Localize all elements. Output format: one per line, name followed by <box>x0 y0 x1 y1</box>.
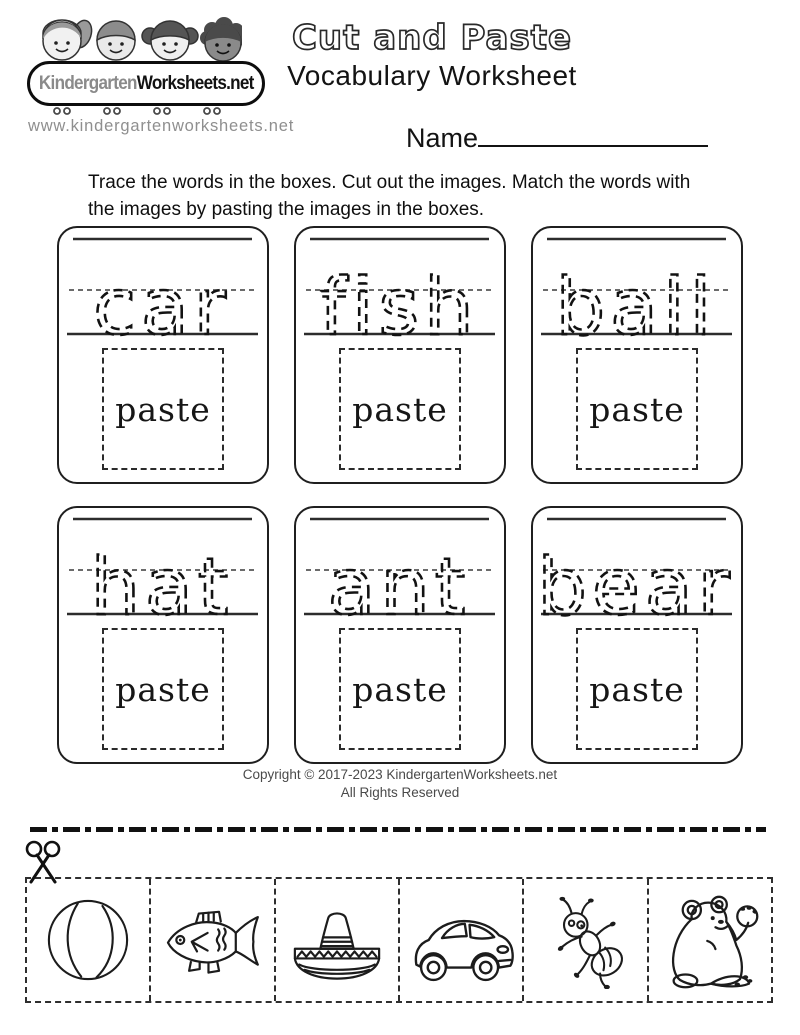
trace-area <box>533 228 740 342</box>
car-image <box>404 894 518 986</box>
logo-brand-text <box>39 73 254 95</box>
paste-label: paste <box>115 669 211 709</box>
fish-image <box>159 903 265 977</box>
cutout-cell-car <box>400 879 524 1001</box>
cutout-cell-hat <box>276 879 400 1001</box>
rights-line: All Rights Reserved <box>340 785 460 801</box>
cutout-cell-fish <box>151 879 275 1001</box>
name-row <box>406 120 708 154</box>
sombrero-hat-image <box>284 897 390 983</box>
paste-box <box>102 348 224 470</box>
instructions-text: Trace the words in the boxes. Cut out the images. Match the words with the images by pasting the images in the boxes. <box>88 172 691 220</box>
traceable-word: fish <box>319 263 479 342</box>
traceable-word: hat <box>90 543 234 622</box>
trace-card-ant <box>294 506 506 764</box>
paste-box <box>576 348 698 470</box>
logo-brand-part2: Worksheets.net <box>136 72 254 94</box>
paste-box <box>339 628 461 750</box>
scissors-icon <box>22 838 68 884</box>
website-url: www.kindergartenworksheets.net <box>28 117 295 135</box>
trace-card-hat <box>57 506 269 764</box>
cutout-image-strip <box>25 877 773 1003</box>
paste-label: paste <box>352 389 448 429</box>
paste-label: paste <box>589 389 685 429</box>
cutout-cell-ant <box>524 879 648 1001</box>
bear-image <box>655 890 765 990</box>
trace-card-car <box>57 226 269 484</box>
paste-box <box>339 348 461 470</box>
paste-label: paste <box>589 669 685 709</box>
traceable-word: ant <box>327 543 471 622</box>
trace-area <box>59 508 266 622</box>
trace-area <box>296 228 503 342</box>
copyright-block <box>0 766 800 802</box>
trace-area <box>59 228 266 342</box>
traceable-word: ball <box>555 263 717 342</box>
paste-box <box>102 628 224 750</box>
worksheet-subtitle: Vocabulary Worksheet <box>287 60 577 91</box>
logo-brand-part1: Kindergarten <box>38 72 137 94</box>
title-block <box>262 18 602 92</box>
worksheet-title: Cut and Paste <box>291 18 573 58</box>
trace-card-fish <box>294 226 506 484</box>
cutout-cell-ball <box>27 879 151 1001</box>
name-label: Name <box>406 123 479 153</box>
paste-label: paste <box>115 389 211 429</box>
ball-image <box>37 889 139 991</box>
traceable-word: car <box>93 263 231 342</box>
trace-card-ball <box>531 226 743 484</box>
traceable-word: bear <box>537 543 735 622</box>
name-blank-line <box>478 120 708 147</box>
kids-logo-illustration <box>30 14 242 66</box>
logo-banner <box>27 61 265 106</box>
trace-area <box>533 508 740 622</box>
cut-here-dashed-line <box>30 827 766 832</box>
trace-card-bear <box>531 506 743 764</box>
paste-box <box>576 628 698 750</box>
trace-area <box>296 508 503 622</box>
copyright-line: Copyright © 2017-2023 KindergartenWorksheets.net <box>242 767 558 782</box>
cutout-cell-bear <box>649 879 771 1001</box>
kids-feet-decoration <box>45 104 245 118</box>
ant-image <box>543 891 627 989</box>
paste-label: paste <box>352 669 448 709</box>
